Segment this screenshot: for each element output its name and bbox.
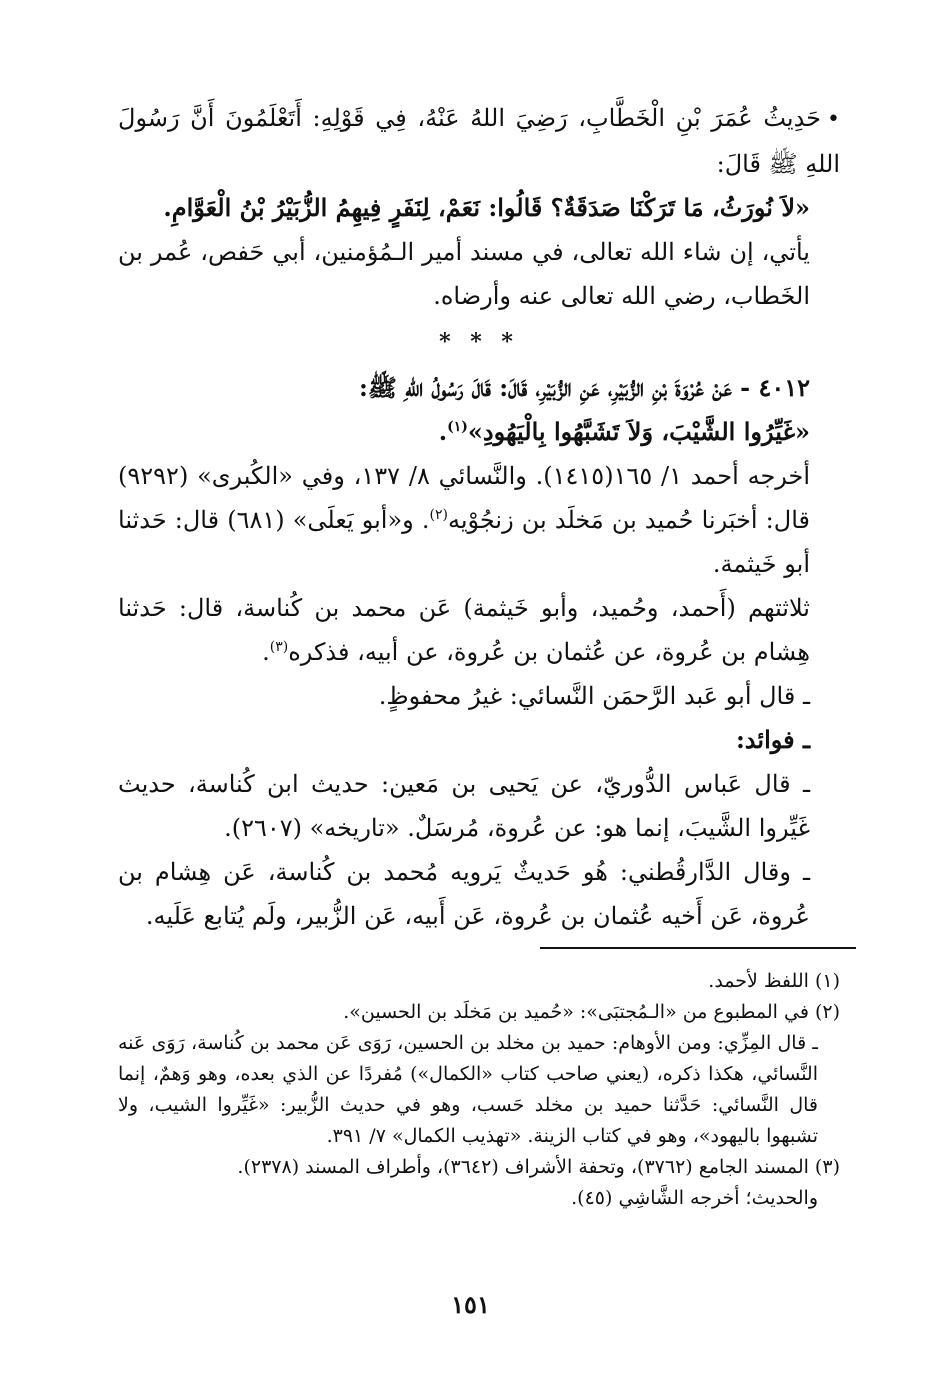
page-number: ١٥١ — [451, 1290, 490, 1319]
hadith-text-body: «غَيِّرُوا الشَّيْبَ، وَلاَ تَشَبَّهُوا بِالْيَهُودِ» — [467, 417, 810, 446]
intro-quote: «لاَ نُورَثُ، مَا تَرَكْنَا صَدَقَةٌ؟ قَالُوا: نَعَمْ، لِنَفَرٍ فِيهِمُ الزُّبَيْرُ بْنُ الْعَوَّامِ. — [163, 193, 810, 222]
footnote-3: (٣) المسند الجامع (٣٧٦٢)، وتحفة الأشراف (٣٦٤٢)، وأطراف المسند (٢٣٧٨). — [237, 1156, 840, 1178]
footnote-3-detail: والحديث؛ أخرجه الشَّاشِي (٤٥). — [571, 1187, 818, 1209]
footnote-ref-1[interactable]: (١) — [447, 419, 468, 435]
takhrij-paragraph-2 — [118, 586, 840, 674]
fawaid-item-1: ـ قال عَباس الدُّوريّ، عن يَحيى بن مَعين: حديث ابن كُناسة، حديث غَيِّروا الشَّيبَ، إنما هو: عن عُروة، مُرسَلٌ. «تاريخه» (٢٦٠٧). — [118, 770, 810, 842]
footnote-ref-3[interactable]: (٣) — [269, 639, 289, 655]
footnote-2: (٢) في المطبوع من «الـمُجتبَى»: «حُميد بن مَخلَد بن الحسين». — [343, 1001, 840, 1023]
footnote-ref-2[interactable]: (٢) — [429, 507, 448, 523]
main-text — [118, 96, 840, 938]
takhrij-2-end: . — [262, 638, 270, 666]
hadith-text: «غَيِّرُوا الشَّيْبَ، وَلاَ تَشَبَّهُوا بِالْيَهُودِ»$^{(١)}$. — [438, 417, 810, 446]
bullet-icon: • — [827, 107, 840, 132]
intro-note: يأتي، إن شاء الله تعالى، في مسند أمير الـمُؤمنين، أبي حَفص، عُمر بن الخَطاب، رضي الله تعالى عنه وأرضاه. — [118, 238, 810, 310]
footnotes — [118, 966, 840, 1214]
footnote-2-detail: ـ قال المِزِّي: ومن الأوهام: حميد بن مخلد بن الحسين، رَوَى عَن محمد بن كُناسة، رَوَى عَنه النَّسائي، هكذا ذكره، (يعني صاحب كتاب «الكمال») مُفردًا عن الذي بعده، وهو وَهمٌ، إنما قال النَّسائي: حَدَّثنا حميد بن مخلد حَسب، وهو في حديث الزُّبير: «غَيِّروا الشيب، ولا تشبهوا باليهود»، وهو في كتاب الزينة. «تهذيب الكمال» ٧/ ٣٩١. — [118, 1032, 818, 1147]
takhrij-1-end: . و«أبو يَعلَى» (٦٨١) قال: حَدثنا أبو خَيثمة. — [118, 506, 810, 578]
nasai-note: ـ قال أبو عَبد الرَّحمَن النَّسائي: غيرُ محفوظٍ. — [378, 682, 810, 710]
intro-paragraph — [118, 96, 840, 186]
section-separator: * * * — [439, 329, 519, 355]
intro-line: حَدِيثُ عُمَرَ بْنِ الْخَطَّابِ، رَضِيَ اللهُ عَنْهُ، فِي قَوْلِهِ: أَتَعْلَمُونَ أَنَّ رَسُولَ اللهِ ﷺ قَالَ: — [118, 104, 840, 178]
fawaid-title: ـ فوائد: — [735, 725, 810, 754]
hadith-heading: ٤٠١٢ - عَنْ عُرْوَةَ بْنِ الزُّبَيْرِ، عَنِ الزُّبَيْرِ، قَالَ: قَالَ رَسُولُ اللهِ ﷺ: — [359, 373, 810, 402]
takhrij-1-text: أخرجه أحمد ١/ ١٦٥(١٤١٥). والنَّسائي ٨/ ١٣٧، وفي «الكُبرى» (٩٢٩٢) قال: أخبَرنا حُميد بن مَخلَد بن زنجُوْيه — [118, 462, 811, 534]
footnote-1: (١) اللفظ لأحمد. — [708, 970, 840, 992]
takhrij-paragraph-1 — [118, 454, 840, 586]
fawaid-item-2: ـ وقال الدَّارقُطني: هُو حَديثٌ يَرويه مُحمد بن كُناسة، عَن هِشام بن عُروة، عَن أَخيه عُثمان بن عُروة، عَن أَبيه، عَن الزُّبير، ولَم يُتابع عَلَيه. — [118, 858, 810, 930]
takhrij-2-text: ثلاثتهم (أَحمد، وحُميد، وأبو خَيثمة) عَن محمد بن كُناسة، قال: حَدثنا هِشام بن عُروة، عن عُثمان بن عُروة، عن أبيه، فذكره — [118, 594, 810, 666]
footnote-divider — [540, 947, 856, 949]
